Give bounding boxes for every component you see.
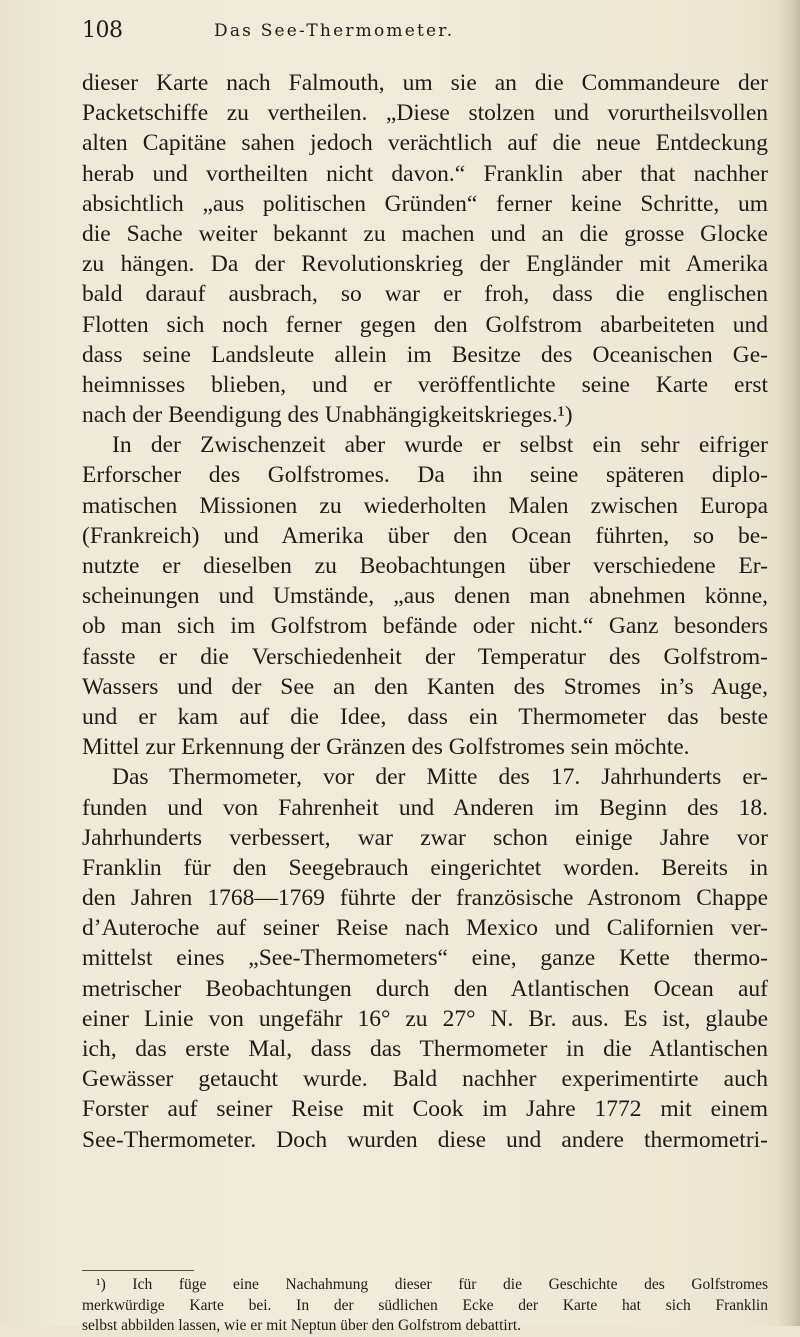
text-line: einer Linie von ungefähr 16° zu 27° N. Br. aus. Es ist, glaube (82, 1005, 768, 1032)
text-line: Das Thermometer, vor der Mitte des 17. Jahrhunderts er- (112, 764, 768, 791)
text-line: nach der Beendigung des Unabhängigkeitskrieges.¹) (82, 402, 573, 429)
text-line: Gewässer getaucht wurde. Bald nachher experimentirte auch (82, 1066, 768, 1093)
text-line: Forster auf seiner Reise mit Cook im Jahre 1772 mit einem (82, 1096, 768, 1123)
footnote (82, 1275, 768, 1337)
footnote-line: ¹) Ich füge eine Nachahmung dieser für die Geschichte des Golfstromes (96, 1276, 768, 1293)
text-line: bald darauf ausbrach, so war er froh, dass die englischen (82, 281, 768, 308)
text-line: Wassers und der See an den Kanten des Stromes in’s Auge, (82, 673, 768, 700)
running-head: Das See-Thermometer. (214, 21, 455, 41)
text-line: Flotten sich noch ferner gegen den Golfstrom abarbeiteten und (82, 311, 768, 338)
text-line: dass seine Landsleute allein im Besitze des Oceanischen Ge- (82, 341, 768, 368)
text-line: (Frankreich) und Amerika über den Ocean führten, so be- (82, 522, 768, 549)
body-text (82, 68, 768, 1155)
text-line: funden und von Fahrenheit und Anderen im Beginn des 18. (82, 794, 768, 821)
footnote-divider (82, 1270, 194, 1271)
footnote-line: selbst abbilden lassen, wie er mit Neptun über den Golfstrom debattirt. (82, 1317, 522, 1334)
text-line: den Jahren 1768—1769 führte der französische Astronom Chappe (82, 885, 768, 912)
text-line: scheinungen und Umstände, „aus denen man abnehmen könne, (82, 583, 768, 610)
text-line: d’Auteroche auf seiner Reise nach Mexico und Californien ver- (82, 915, 768, 942)
text-line: zu hängen. Da der Revolutionskrieg der Engländer mit Amerika (82, 251, 768, 278)
text-line: metrischer Beobachtungen durch den Atlantischen Ocean auf (82, 975, 768, 1002)
text-line: See-Thermometer. Doch wurden diese und andere thermometri- (82, 1126, 768, 1153)
text-line: Packetschiffe zu vertheilen. „Diese stolzen und vorurtheilsvollen (82, 100, 768, 127)
text-line: und er kam auf die Idee, dass ein Thermometer das beste (82, 703, 768, 730)
text-line: Jahrhunderts verbessert, war zwar schon einige Jahre vor (82, 824, 768, 851)
text-line: matischen Missionen zu wiederholten Malen zwischen Europa (82, 492, 768, 519)
text-line: In der Zwischenzeit aber wurde er selbst ein sehr eifriger (112, 432, 768, 459)
text-line: ob man sich im Golfstrom befände oder nicht.“ Ganz besonders (82, 613, 768, 640)
text-line: mittelst eines „See-Thermometers“ eine, ganze Kette thermo- (82, 945, 768, 972)
text-line: die Sache weiter bekannt zu machen und an die grosse Glocke (82, 220, 768, 247)
text-line: Franklin für den Seegebrauch eingerichtet worden. Bereits in (82, 854, 768, 881)
page-number: 108 (82, 18, 123, 43)
text-line: nutzte er dieselben zu Beobachtungen über verschiedene Er- (82, 553, 768, 579)
text-line: heimnisses blieben, und er veröffentlichte seine Karte erst (82, 371, 768, 398)
text-line: Mittel zur Erkennung der Gränzen des Golfstromes sein möchte. (82, 734, 690, 761)
text-line: alten Capitäne sahen jedoch verächtlich auf die neue Entdeckung (82, 130, 768, 157)
text-line: dieser Karte nach Falmouth, um sie an die Commandeure der (82, 70, 768, 96)
page-header (82, 14, 762, 48)
text-line: absichtlich „aus politischen Gründen“ ferner keine Schritte, um (82, 190, 768, 217)
footnote-line: merkwürdige Karte bei. In der südlichen Ecke der Karte hat sich Franklin (82, 1296, 768, 1314)
text-line: ich, das erste Mal, dass das Thermometer in die Atlantischen (82, 1036, 768, 1062)
text-line: fasste er die Verschiedenheit der Temperatur des Golfstrom- (82, 643, 768, 670)
text-line: Erforscher des Golfstromes. Da ihn seine späteren diplo- (82, 462, 768, 489)
text-line: herab und vortheilten nicht davon.“ Franklin aber that nachher (82, 160, 768, 187)
page-edge-shadow (778, 0, 800, 1326)
